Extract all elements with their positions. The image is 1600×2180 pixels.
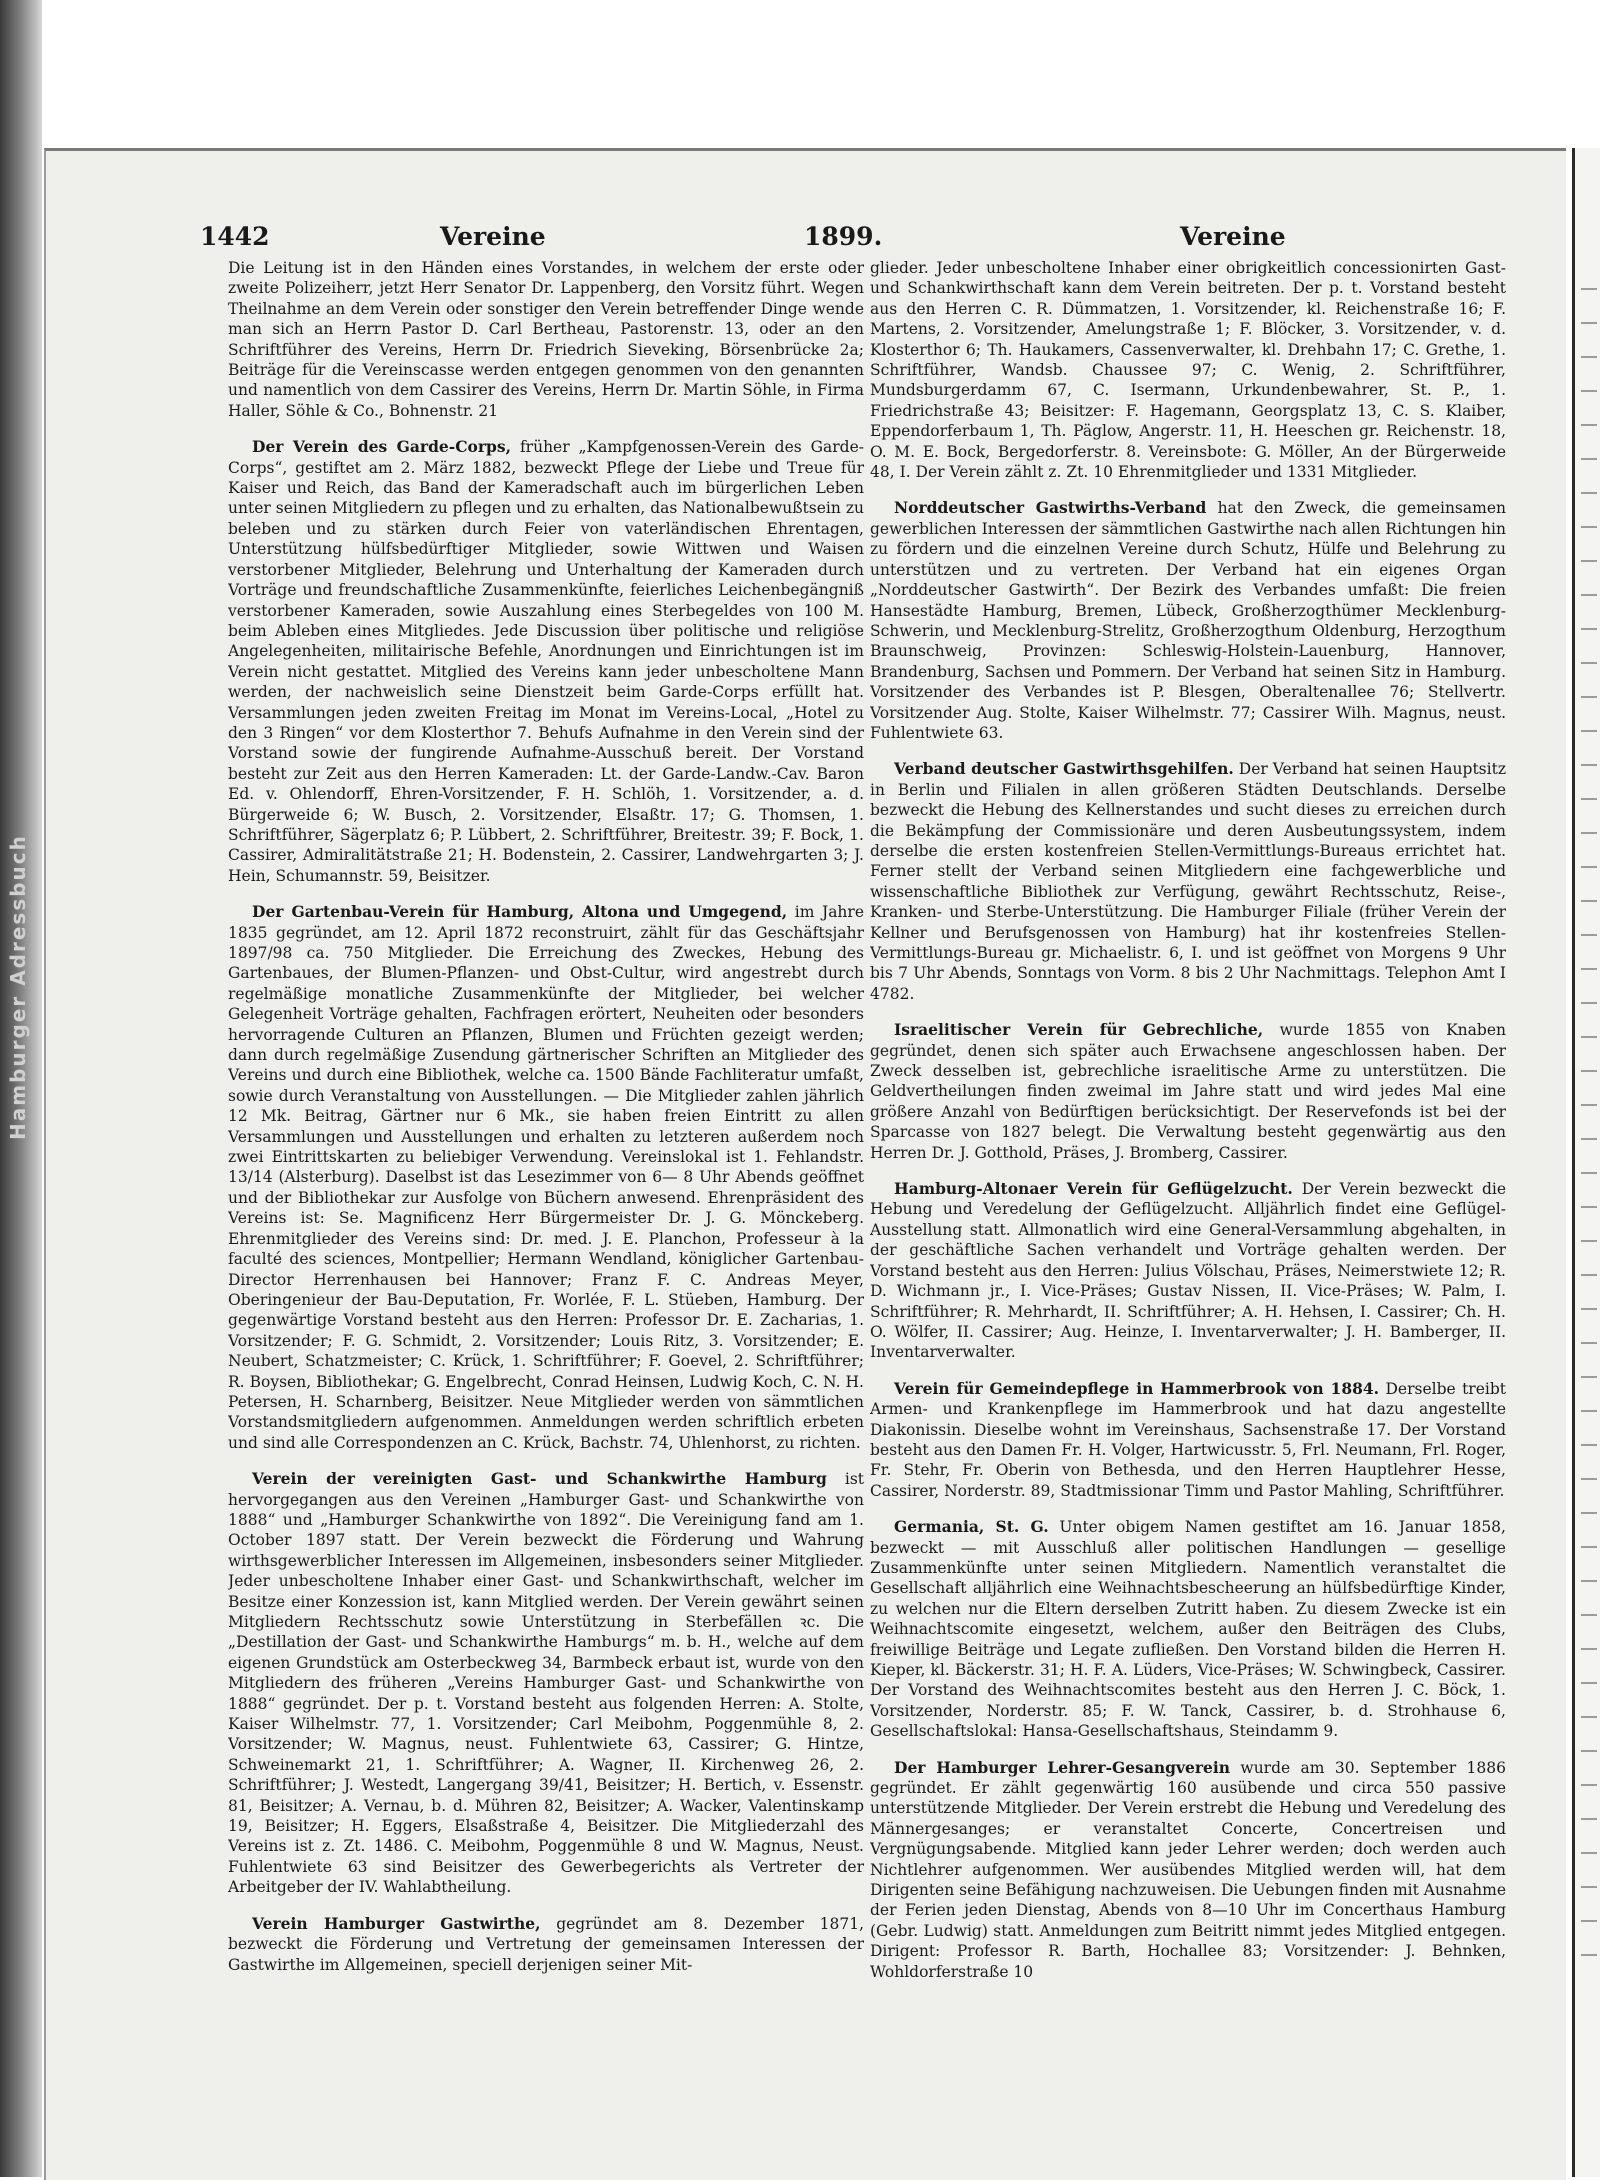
entry-text: Die Leitung ist in den Händen eines Vorstandes, in welchem der erste oder zweite Polizeiherr, jetzt Herr Senator Dr. Lappenberg, den Vorsitz führt. Wegen Theilnahme an dem Verein oder sonstiger den Verein betreffender Dinge wende man sich an Herrn Pastor D. Carl Bertheau, Pastorenstr. 13, oder an den Schriftführer des Vereins, Herrn Dr. Friedrich Sieveking, Börsenbrücke 2a; Beiträge für die Vereinscasse werden entgegen genommen von den genannten und namentlich von dem Cassirer des Vereins, Herrn Dr. Martin Söhle, in Firma Haller, Söhle & Co., Bohnenstr. 21 [228,259,864,420]
right-text-column [870,258,1506,2158]
entry-text: Der Verein bezweckt die Hebung und Veredelung der Geflügelzucht. Alljährlich findet eine Geflügel-Ausstellung statt. Allmonatlich wird eine General-Versammlung abgehalten, in der geschäftliche Sachen verhandelt und Vorträge gehalten werden. Der Vorstand besteht aus den Herren: Julius Völschau, Präses, Neimerstwiete 12; R. D. Wichmann jr., I. Vice-Präses; Gustav Nissen, II. Vice-Präses; W. Palm, I. Schriftführer; R. Mehrhardt, II. Schriftführer; A. H. Hehsen, I. Cassirer; Ch. H. O. Wölfer, II. Cassirer; Aug. Heinze, I. Inventarverwalter; J. H. Bamberger, II. Inventarverwalter. [870,1180,1506,1362]
entry-paragraph [228,1469,864,1898]
entry-heading: Verein für Gemeindepflege in Hammerbrook von 1884. [894,1378,1380,1398]
entry-heading: Germania, St. G. [894,1517,1049,1537]
page-number: 1442 [200,222,270,251]
entry-paragraph [870,1758,1506,1982]
entry-paragraph [228,1914,864,1975]
entry-paragraph [870,258,1506,482]
entry-heading: Norddeutscher Gastwirths-Verband [894,498,1207,518]
entry-heading: Israelitischer Verein für Gebrechliche, [894,1020,1264,1040]
entry-heading: Verband deutscher Gastwirthsgehilfen. [894,759,1234,779]
entry-text: ist hervorgegangen aus den Vereinen „Hamburger Gast- und Schankwirthe von 1888“ und „Hamburger Schankwirthe von 1892“. Die Vereinigung fand am 1. October 1897 statt. Der Verein bezweckt die Förderung und Wahrung wirthsgewerblicher Interessen im Allgemeinen, insbesonders seiner Mitglieder. Jeder unbescholtene Inhaber einer Gast- und Schankwirthschaft, welcher im Besitze einer Konzession ist, kann Mitglied werden. Der Verein gewährt seinen Mitgliedern Rechtsschutz sowie Unterstützung in Sterbefällen ꝛc. Die „Destillation der Gast- und Schankwirthe Hamburgs“ m. b. H., welche auf dem eigenen Grundstück am Osterbeckweg 34, Barmbeck erbaut ist, wurde von den Mitgliedern des früheren „Vereins Hamburger Gast- und Schankwirthe von 1888“ gegründet. Der p. t. Vorstand besteht aus folgenden Herren: A. Stolte, Kaiser Wilhelmstr. 77, 1. Vorsitzender; Carl Meibohm, Poggenmühle 8, 2. Vorsitzender; W. Magnus, neust. Fuhlentwiete 63, Cassirer; G. Hintze, Schweinemarkt 21, 1. Schriftführer; A. Wagner, II. Kirchenweg 26, 2. Schriftführer; J. Westedt, Langergang 39/41, Beisitzer; H. Bertich, v. Essenstr. 81, Beisitzer; A. Vernau, b. d. Mühren 82, Beisitzer; A. Wacker, Valentinskamp 19, Beisitzer; H. Eggers, Elsaßstraße 4, Beisitzer. Die Mitgliederzahl des Vereins ist z. Zt. 1486. C. Meibohm, Poggenmühle 8 und W. Magnus, Neust. Fuhlentwiete 63 sind Beisitzer des Gewerbegerichts als Vertreter der Arbeitgeber der IV. Wahlabtheilung. [228,1470,864,1897]
entry-paragraph [228,258,864,421]
entry-text: wurde am 30. September 1886 gegründet. Er zählt gegenwärtig 160 ausübende und circa 550 passive unterstützende Mitglieder. Der Verein erstrebt die Hebung und Veredelung des Männergesanges; er veranstaltet Concerte, Concertreisen und Vergnügungsabende. Mitglied kann jeder Lehrer werden; doch werden auch Nichtlehrer aufgenommen. Wer ausübendes Mitglied werden will, hat dem Dirigenten seine Befähigung nachzuweisen. Die Uebungen finden mit Ausnahme der Ferien jeden Dienstag, Abends von 8—10 Uhr im Concerthaus Hamburg (Gebr. Ludwig) statt. Anmeldungen zum Beitritt nimmt jedes Mitglied entgegen. Dirigent: Professor R. Barth, Hochallee 83; Vorsitzender: J. Behnken, Wohldorferstraße 10 [870,1758,1506,1981]
neighbour-page-edge-text: Hamburger Adressbuch [6,834,30,1140]
header-year: 1899. [804,222,883,251]
entry-paragraph [870,498,1506,743]
entry-heading: Hamburg-Altonaer Verein für Geflügelzucht. [894,1179,1293,1199]
next-page-text-fragments [1581,288,1597,1988]
entry-heading: Verein der vereinigten Gast- und Schankwirthe Hamburg [252,1469,827,1489]
entry-text: hat den Zweck, die gemeinsamen gewerblichen Interessen der sämmtlichen Gastwirthe nach allen Richtungen hin zu fördern und die einzelnen Vereine durch Schutz, Hülfe und Belehrung zu unterstützen und zu vertreten. Der Verband hat ein eigenes Organ „Norddeutscher Gastwirth“. Der Bezirk des Verbandes umfaßt: Die freien Hansestädte Hamburg, Bremen, Lübeck, Großherzogthümer Mecklenburg-Schwerin, und Mecklenburg-Strelitz, Großherzogthum Oldenburg, Herzogthum Braunschweig, Provinzen: Schleswig-Holstein-Lauenburg, Hannover, Brandenburg, Sachsen und Pommern. Der Verband hat seinen Sitz in Hamburg. Vorsitzender des Verbandes ist P. Blesgen, Oberaltenallee 76; Stellvertr. Vorsitzender Aug. Stolte, Kaiser Wilhelmstr. 77; Cassirer Wilh. Magnus, neust. Fuhlentwiete 63. [870,499,1506,742]
entry-text: gegründet am 8. Dezember 1871, bezweckt die Förderung und Vertretung der gemeinsamen Interessen der Gastwirthe im Allgemeinen, speciell derjenigen seiner Mit- [228,1914,864,1974]
entry-text: glieder. Jeder unbescholtene Inhaber einer obrigkeitlich concessionirten Gast- und Schankwirthschaft kann dem Verein beitreten. Der p. t. Vorstand besteht aus den Herren C. R. Dümmatzen, 1. Vorsitzender, kl. Reichenstraße 16; F. Martens, 2. Vorsitzender, Amelungstraße 1; F. Blöcker, 3. Vorsitzender, v. d. Klosterthor 6; Th. Haukamers, Cassenverwalter, kl. Drehbahn 17; C. Grethe, 1. Schriftführer, Wandsb. Chaussee 97; C. Wenig, 2. Schriftführer, Mundsburgerdamm 67, C. Isermann, Urkundenbewahrer, St. P., 1. Friedrichstraße 43; Beisitzer: F. Hagemann, Georgsplatz 13, C. S. Klaiber, Eppendorferbaum 1, Th. Päglow, Angerstr. 11, H. Heeschen gr. Reichenstr. 18, O. M. E. Bock, Bergedorferstr. 8. Vereinsbote: G. Möller, An der Bürgerweide 48, I. Der Verein zählt z. Zt. 10 Ehrenmitglieder und 1331 Mitglieder. [870,259,1506,482]
entry-paragraph [870,1179,1506,1363]
entry-paragraph [870,759,1506,1004]
left-running-title: Vereine [440,222,546,251]
entry-heading: Der Gartenbau-Verein für Hamburg, Altona und Umgegend, [252,902,788,922]
entry-heading: Verein Hamburger Gastwirthe, [252,1913,541,1933]
entry-paragraph [870,1517,1506,1741]
entry-paragraph [228,437,864,886]
entry-heading: Der Verein des Garde-Corps, [252,437,512,457]
entry-paragraph [228,902,864,1453]
entry-heading: Der Hamburger Lehrer-Gesangverein [894,1757,1231,1777]
entry-paragraph [870,1379,1506,1501]
left-text-column [228,258,864,2158]
entry-text: Unter obigem Namen gestiftet am 16. Januar 1858, bezweckt — mit Ausschluß aller politischen Handlungen — gesellige Zusammenkünfte unter seinen Mitgliedern. Namentlich veranstaltet die Gesellschaft alljährlich eine Weihnachtsbescheerung an hülfsbedürftige Kinder, zu welchen nur die Eltern derselben Zutritt haben. Zu diesem Zwecke ist ein Weihnachtscomite eingesetzt, welchem, außer den Beiträgen des Clubs, freiwillige Beiträge und Legate zufließen. Den Vorstand bilden die Herren H. Kieper, kl. Bäckerstr. 31; H. F. A. Lüders, Vice-Präses; W. Schwingbeck, Cassirer. Der Vorstand des Weihnachtscomites besteht aus den Herren J. C. Böck, 1. Vorsitzender, Norderstr. 85; F. W. Tanck, Cassirer, b. d. Strohhause 6, Gesellschaftslokal: Hansa-Gesellschaftshaus, Steindamm 9. [870,1518,1506,1741]
entry-text: früher „Kampfgenossen-Verein des Garde-Corps“, gestiftet am 2. März 1882, bezweckt Pflege der Liebe und Treue für Kaiser und Reich, das Band der Kameradschaft auch im bürgerlichen Leben unter seinen Mitgliedern zu pflegen und zu erhalten, das Nationalbewußtsein zu beleben und zu stärken durch Feier von vaterländischen Ehrentagen, Unterstützung hülfsbedürftiger Mitglieder, sowie Wittwen und Waisen verstorbener Mitglieder, Belehrung und Unterhaltung der Kameraden durch Vorträge und freundschaftliche Zusammenkünfte, feierliches Leichenbegängniß verstorbener Kameraden, sowie Auszahlung eines Sterbegeldes von 100 M. beim Ableben eines Mitgliedes. Jede Discussion über politische und religiöse Angelegenheiten, militairische Befehle, Anordnungen und Einrichtungen ist im Verein nicht gestattet. Mitglied des Vereins kann jeder unbescholtene Mann werden, der nachweislich seine Dienstzeit beim Garde-Corps erfüllt hat. Versammlungen jeden zweiten Freitag im Monat im Vereins-Local, „Hotel zu den 3 Ringen“ vor dem Klosterthor 7. Behufs Aufnahme in den Verein sind der Vorstand sowie der fungirende Aufnahme-Ausschuß bereit. Der Vorstand besteht zur Zeit aus den Herren Kameraden: Lt. der Garde-Landw.-Cav. Baron Ed. v. Ohlendorff, Ehren-Vorsitzender, F. H. Schlöh, 1. Vorsitzender, a. d. Bürgerweide 6; W. Busch, 2. Vorsitzender, Elsaßtr. 17; G. Thomsen, 1. Schriftführer, Sägerplatz 6; P. Lübbert, 2. Schriftführer, Breitestr. 39; F. Bock, 1. Cassirer, Admiralitätstraße 21; H. Bodenstein, 2. Cassirer, Landwehrgarten 3; J. Hein, Schumannstr. 59, Beisitzer. [228,438,864,885]
right-running-title: Vereine [1180,222,1286,251]
entry-text: im Jahre 1835 gegründet, am 12. April 1872 reconstruirt, zählt für das Geschäftsjahr 1897/98 ca. 750 Mitglieder. Die Erreichung des Zweckes, Hebung des Gartenbaues, der Blumen-Pflanzen- und Obst-Cultur, wird angestrebt durch regelmäßige monatliche Zusammenkünfte der Mitglieder, bei welcher Gelegenheit Vorträge gehalten, Fachfragen erörtert, Neuheiten oder besonders hervorragende Culturen an Pflanzen, Blumen und Früchten gezeigt werden; dann durch regelmäßige Zusendung gärtnerischer Schriften an Mitglieder des Vereins und durch eine Bibliothek, welche ca. 1500 Bände Fachliteratur umfaßt, sowie durch Veranstaltung von Ausstellungen. — Die Mitglieder zahlen jährlich 12 Mk. Beitrag, Gärtner nur 6 Mk., sie haben freien Eintritt zu allen Versammlungen und Ausstellungen und erhalten zu letzteren außerdem noch zwei Eintrittskarten zu beliebiger Verwendung. Vereinslokal ist 1. Fehlandstr. 13/14 (Alsterburg). Daselbst ist das Lesezimmer von 6— 8 Uhr Abends geöffnet und der Bibliothekar zur Ausfolge von Büchern anwesend. Ehrenpräsident des Vereins ist: Se. Magnificenz Herr Bürgermeister Dr. J. G. Mönckeberg. Ehrenmitglieder des Vereins sind: Dr. med. J. E. Planchon, Professeur à la faculté des sciences, Montpellier; Hermann Wendland, königlicher Gartenbau-Director Herrenhausen bei Hannover; Franz F. C. Andreas Meyer, Oberingenieur der Bau-Deputation, Fr. Worlée, F. L. Stüeben, Hamburg. Der gegenwärtige Vorstand besteht aus den Herren: Professor Dr. E. Zacharias, 1. Vorsitzender; F. G. Schmidt, 2. Vorsitzender; Louis Ritz, 3. Vorsitzender; E. Neubert, Schatzmeister; C. Krück, 1. Schriftführer; F. Goevel, 2. Schriftführer; R. Boysen, Bibliothekar; G. Engelbrecht, Conrad Heinsen, Ludwig Koch, C. N. H. Petersen, H. Scharnberg, Beisitzer. Neue Mitglieder werden von sämmtlichen Vorstandsmitgliedern aufgenommen. Anmeldungen werden schriftlich erbeten und sind alle Correspondenzen an C. Krück, Bachstr. 74, Uhlenhorst, zu richten. [228,903,864,1452]
entry-text: Derselbe treibt Armen- und Krankenpflege im Hammerbrook und hat dazu angestellte Diakonissin. Dieselbe wohnt im Vereinshaus, Sachsenstraße 17. Der Vorstand besteht aus den Damen Fr. H. Volger, Hartwicusstr. 5, Frl. Neumann, Frl. Roger, Fr. Stehr, Fr. Oberin von Bethesda, und den Herren Hauptlehrer Hesse, Cassirer, Norderstr. 89, Stadtmissionar Timm und Pastor Mahling, Schriftführer. [870,1379,1506,1500]
entry-text: Der Verband hat seinen Hauptsitz in Berlin und Filialen in allen größeren Städten Deutschlands. Derselbe bezweckt die Hebung des Kellnerstandes und sucht dieses zu erreichen durch die Bekämpfung der Commissionäre und deren Ausbeutungssystem, indem derselbe die ersten kostenfreien Stellen-Vermittlungs-Bureaus errichtet hat. Ferner stellt der Verband seinen Mitgliedern eine fachgewerbliche und wissenschaftliche Bibliothek zur Verfügung, gewährt Rechtsschutz, Reise-, Kranken- und Sterbe-Unterstützung. Die Hamburger Filiale (früher Verein der Kellner und Berufsgenossen von Hamburg) hat ihr kostenfreies Stellen-Vermittlungs-Bureau gr. Michaelistr. 6, I. und ist geöffnet von Morgens 9 Uhr bis 7 Uhr Abends, Sonntags von Vorm. 8 bis 2 Uhr Nachmittags. Telephon Amt I 4782. [870,760,1506,1003]
entry-text: wurde 1855 von Knaben gegründet, denen sich später auch Erwachsene angeschlossen haben. Der Zweck desselben ist, gebrechliche israelitische Arme zu unterstützen. Die Geldvertheilungen finden zweimal im Jahre statt und wird jedes Mal eine größere Anzahl von Bedürftigen berücksichtigt. Der Reservefonds ist bei der Sparcasse von 1827 belegt. Die Verwaltung besteht gegenwärtig aus den Herren Dr. J. Gotthold, Präses, J. Bromberg, Cassirer. [870,1021,1506,1162]
entry-paragraph [870,1020,1506,1163]
next-page-edge [1572,148,1600,2177]
